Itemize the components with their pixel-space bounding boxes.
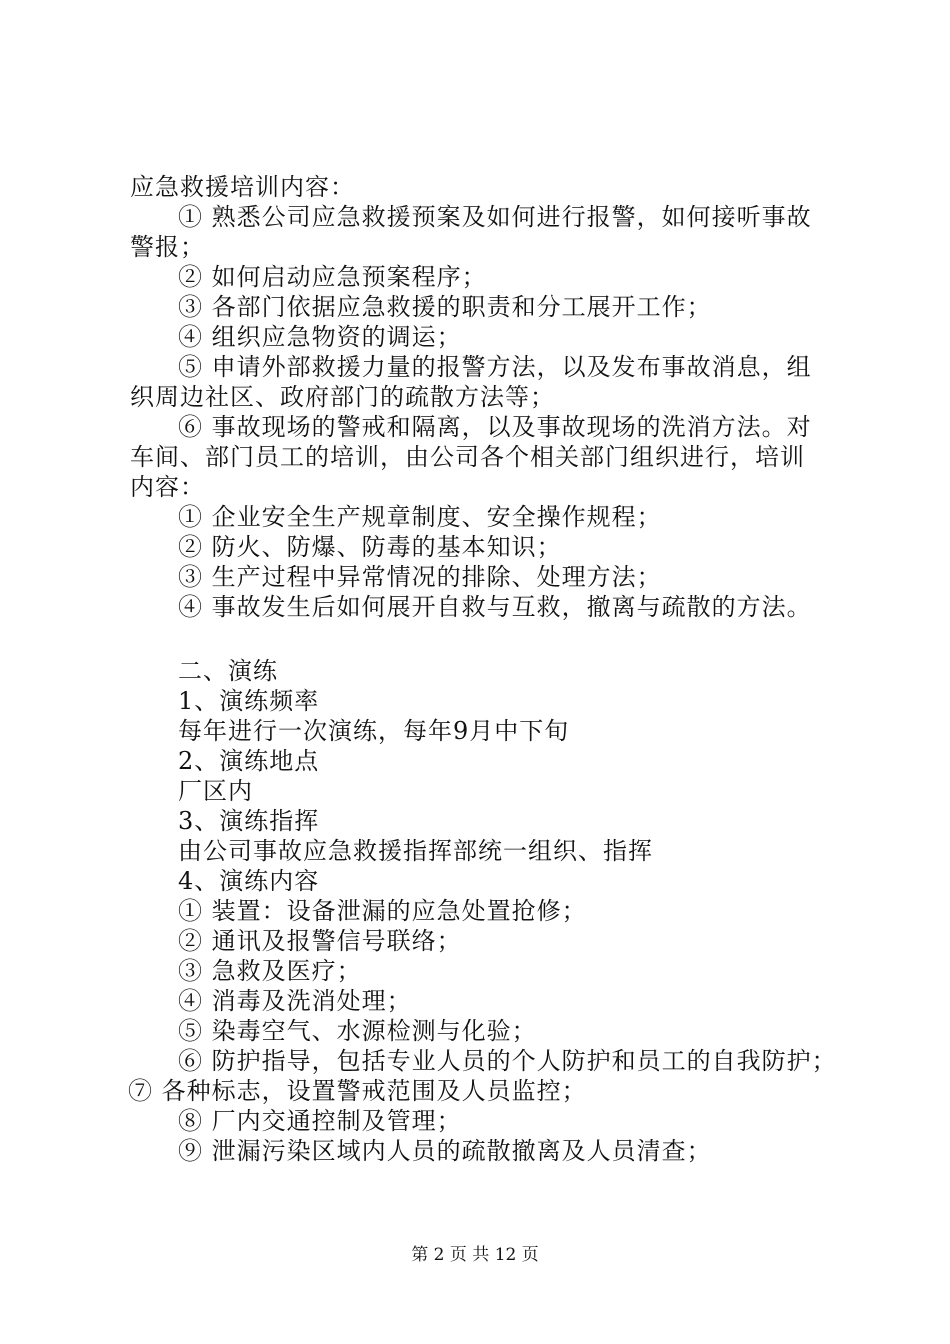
- list-item-continuation: 车间、部门员工的培训，由公司各个相关部门组织进行，培训: [130, 443, 805, 471]
- paragraph: 由公司事故应急救援指挥部统一组织、指挥: [178, 837, 653, 865]
- list-item: ⑥ 防护指导，包括专业人员的个人防护和员工的自我防护；: [178, 1047, 837, 1075]
- list-item: ⑤ 申请外部救援力量的报警方法，以及发布事故消息，组: [178, 353, 812, 381]
- list-item: ④ 组织应急物资的调运；: [178, 323, 462, 351]
- list-item: ⑤ 染毒空气、水源检测与化验；: [178, 1017, 537, 1045]
- list-item: ② 如何启动应急预案程序；: [178, 263, 487, 291]
- document-body: [130, 172, 850, 1166]
- list-item-continuation: 警报；: [130, 233, 205, 261]
- list-item: ② 防火、防爆、防毒的基本知识；: [178, 533, 562, 561]
- subheading: 3、演练指挥: [178, 807, 320, 835]
- section-heading-drill: 二、演练: [178, 657, 278, 685]
- section-heading-training: 应急救援培训内容：: [130, 173, 355, 201]
- list-item-continuation: 内容：: [130, 473, 205, 501]
- paragraph: 每年进行一次演练，每年9月中下旬: [178, 717, 570, 745]
- subheading: 2、演练地点: [178, 747, 320, 775]
- list-item: ③ 各部门依据应急救援的职责和分工展开工作；: [178, 293, 712, 321]
- list-item: ⑦ 各种标志，设置警戒范围及人员监控；: [128, 1077, 587, 1105]
- list-item: ⑧ 厂内交通控制及管理；: [178, 1107, 462, 1135]
- subheading: 4、演练内容: [178, 867, 320, 895]
- list-item: ① 装置：设备泄漏的应急处置抢修；: [178, 897, 587, 925]
- list-item-continuation: 织周边社区、政府部门的疏散方法等；: [130, 383, 555, 411]
- list-item: ② 通讯及报警信号联络；: [178, 927, 462, 955]
- list-item: ③ 生产过程中异常情况的排除、处理方法；: [178, 563, 662, 591]
- list-item: ⑥ 事故现场的警戒和隔离，以及事故现场的洗消方法。对: [178, 413, 812, 441]
- list-item: ① 企业安全生产规章制度、安全操作规程；: [178, 503, 662, 531]
- paragraph-gap: [130, 622, 850, 656]
- list-item: ① 熟悉公司应急救援预案及如何进行报警，如何接听事故: [178, 203, 812, 231]
- paragraph: 厂区内: [178, 777, 253, 805]
- list-item: ④ 消毒及洗消处理；: [178, 987, 412, 1015]
- list-item: ③ 急救及医疗；: [178, 957, 362, 985]
- list-item: ⑨ 泄漏污染区域内人员的疏散撤离及人员清查；: [178, 1137, 712, 1165]
- page-number-footer: 第 2 页 共 12 页: [411, 1245, 539, 1265]
- subheading: 1、演练频率: [178, 687, 320, 715]
- list-item: ④ 事故发生后如何展开自救与互救，撤离与疏散的方法。: [178, 593, 812, 621]
